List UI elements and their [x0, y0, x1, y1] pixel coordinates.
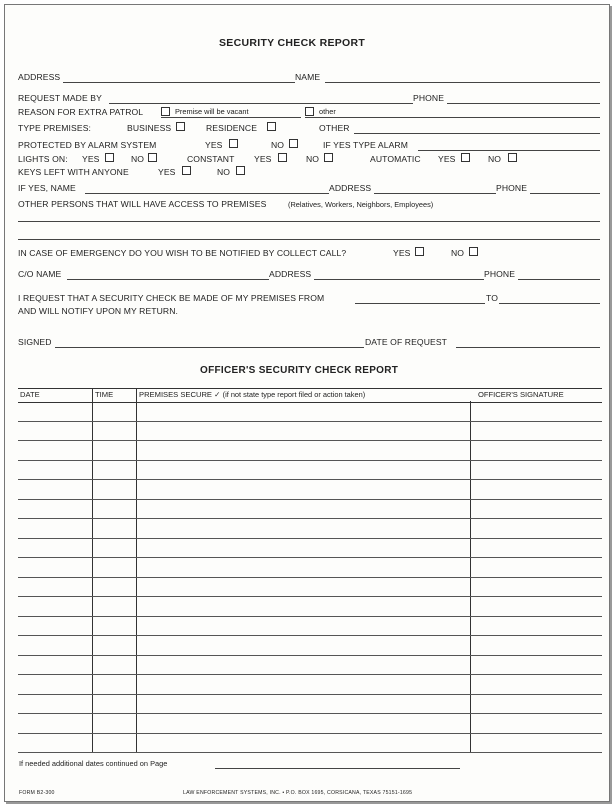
co-address-label: ADDRESS — [269, 269, 312, 279]
automatic-yes-label: YES — [438, 154, 456, 164]
signature-field[interactable] — [55, 347, 364, 348]
request-made-by-label: REQUEST MADE BY — [18, 93, 102, 103]
table-row[interactable] — [18, 538, 602, 539]
request-check-label: I REQUEST THAT A SECURITY CHECK BE MADE OF MY PREMISES FROM — [18, 293, 325, 303]
table-row[interactable] — [18, 733, 602, 734]
lights-yes-label: YES — [82, 154, 100, 164]
lights-no-label: NO — [131, 154, 145, 164]
key-holder-address-label: ADDRESS — [329, 183, 372, 193]
keys-yes-checkbox[interactable] — [182, 166, 191, 175]
address-field[interactable] — [63, 82, 295, 83]
automatic-label: AUTOMATIC — [370, 154, 421, 164]
co-phone-field[interactable] — [518, 279, 600, 280]
emergency-no-checkbox[interactable] — [469, 247, 478, 256]
keys-yes-label: YES — [158, 167, 176, 177]
key-holder-phone-label: PHONE — [496, 183, 528, 193]
form-title: SECURITY CHECK REPORT — [219, 37, 366, 49]
residence-checkbox[interactable] — [267, 122, 276, 131]
phone-field[interactable] — [447, 103, 600, 104]
table-row[interactable] — [18, 421, 602, 422]
emergency-yes-label: YES — [393, 248, 411, 258]
residence-label: RESIDENCE — [206, 123, 258, 133]
business-label: BUSINESS — [127, 123, 172, 133]
if-yes-name-label: IF YES, NAME — [18, 183, 76, 193]
name-label: NAME — [295, 72, 321, 82]
other-persons-label: OTHER PERSONS THAT WILL HAVE ACCESS TO PREMISES — [18, 199, 267, 209]
to-label: TO — [486, 293, 498, 303]
key-holder-name-field[interactable] — [85, 193, 329, 194]
date-of-request-label: DATE OF REQUEST — [365, 337, 448, 347]
constant-no-label: NO — [306, 154, 320, 164]
request-made-by-field[interactable] — [109, 103, 413, 104]
automatic-no-label: NO — [488, 154, 502, 164]
keys-no-checkbox[interactable] — [236, 166, 245, 175]
keys-left-label: KEYS LEFT WITH ANYONE — [18, 167, 129, 177]
protected-alarm-label: PROTECTED BY ALARM SYSTEM — [18, 140, 157, 150]
premise-vacant-checkbox[interactable] — [161, 107, 170, 116]
key-holder-address-field[interactable] — [374, 193, 496, 194]
name-field[interactable] — [325, 82, 600, 83]
col-divider-time — [136, 388, 137, 752]
constant-yes-label: YES — [254, 154, 272, 164]
notify-return-label: AND WILL NOTIFY UPON MY RETURN. — [18, 306, 179, 316]
co-name-label: C/O NAME — [18, 269, 62, 279]
check-from-field[interactable] — [355, 303, 485, 304]
other-persons-note: (Relatives, Workers, Neighbors, Employees) — [288, 200, 434, 209]
business-checkbox[interactable] — [176, 122, 185, 131]
col-premises-header — [139, 390, 365, 399]
other-persons-line-1[interactable] — [18, 221, 600, 222]
col-time-header: TIME — [95, 390, 114, 399]
table-row[interactable] — [18, 499, 602, 500]
table-row[interactable] — [18, 440, 602, 441]
form-number: FORM B2-300 — [19, 790, 55, 796]
alarm-type-field[interactable] — [418, 150, 600, 151]
automatic-no-checkbox[interactable] — [508, 153, 517, 162]
constant-yes-checkbox[interactable] — [278, 153, 287, 162]
table-row[interactable] — [18, 460, 602, 461]
constant-no-checkbox[interactable] — [324, 153, 333, 162]
lights-yes-checkbox[interactable] — [105, 153, 114, 162]
alarm-yes-label: YES — [205, 140, 223, 150]
table-row[interactable] — [18, 479, 602, 480]
other-premises-label: OTHER — [319, 123, 350, 133]
continued-label: If needed additional dates continued on Page — [19, 759, 168, 768]
table-row[interactable] — [18, 752, 602, 753]
table-row[interactable] — [18, 616, 602, 617]
other-reason-label: other — [319, 107, 336, 116]
automatic-yes-checkbox[interactable] — [461, 153, 470, 162]
table-row[interactable] — [18, 694, 602, 695]
check-to-field[interactable] — [499, 303, 600, 304]
table-row[interactable] — [18, 674, 602, 675]
other-persons-line-2[interactable] — [18, 239, 600, 240]
table-row[interactable] — [18, 596, 602, 597]
address-label: ADDRESS — [18, 72, 61, 82]
officer-check-table — [18, 388, 602, 752]
constant-label: CONSTANT — [187, 154, 235, 164]
table-row[interactable] — [18, 518, 602, 519]
type-premises-label: TYPE PREMISES: — [18, 123, 92, 133]
other-reason-checkbox[interactable] — [305, 107, 314, 116]
table-row[interactable] — [18, 655, 602, 656]
col-premises-label: PREMISES SECURE ✓ — [139, 390, 221, 399]
officer-report-title: OFFICER'S SECURITY CHECK REPORT — [200, 365, 399, 376]
col-premises-note: (if not state type report filed or action taken) — [222, 390, 366, 399]
premise-vacant-label: Premise will be vacant — [175, 107, 249, 116]
co-name-field[interactable] — [67, 279, 269, 280]
reason-label: REASON FOR EXTRA PATROL — [18, 107, 144, 117]
table-row[interactable] — [18, 635, 602, 636]
if-yes-type-alarm-label: IF YES TYPE ALARM — [323, 140, 408, 150]
col-signature-header: OFFICER'S SIGNATURE — [478, 390, 564, 399]
table-row[interactable] — [18, 577, 602, 578]
col-divider-date — [92, 388, 93, 752]
emergency-no-label: NO — [451, 248, 465, 258]
co-phone-label: PHONE — [484, 269, 516, 279]
co-address-field[interactable] — [314, 279, 484, 280]
alarm-no-label: NO — [271, 140, 285, 150]
emergency-label: IN CASE OF EMERGENCY DO YOU WISH TO BE NOTIFIED BY COLLECT CALL? — [18, 248, 347, 258]
other-premises-field[interactable] — [354, 133, 600, 134]
publisher-line: LAW ENFORCEMENT SYSTEMS, INC. • P.O. BOX 1695, CORSICANA, TEXAS 75151-1695 — [183, 790, 413, 796]
lights-no-checkbox[interactable] — [148, 153, 157, 162]
col-date-header: DATE — [20, 390, 40, 399]
alarm-yes-checkbox[interactable] — [229, 139, 238, 148]
form-page — [4, 4, 610, 802]
table-row[interactable] — [18, 557, 602, 558]
table-row[interactable] — [18, 713, 602, 714]
emergency-yes-checkbox[interactable] — [415, 247, 424, 256]
premise-vacant-line — [161, 117, 301, 118]
alarm-no-checkbox[interactable] — [289, 139, 298, 148]
signed-label: SIGNED — [18, 337, 52, 347]
key-holder-phone-field[interactable] — [530, 193, 600, 194]
date-of-request-field[interactable] — [456, 347, 600, 348]
continued-page-field[interactable] — [215, 768, 460, 769]
other-reason-field[interactable] — [305, 117, 600, 118]
phone-label: PHONE — [413, 93, 445, 103]
keys-no-label: NO — [217, 167, 231, 177]
lights-on-label: LIGHTS ON: — [18, 154, 68, 164]
